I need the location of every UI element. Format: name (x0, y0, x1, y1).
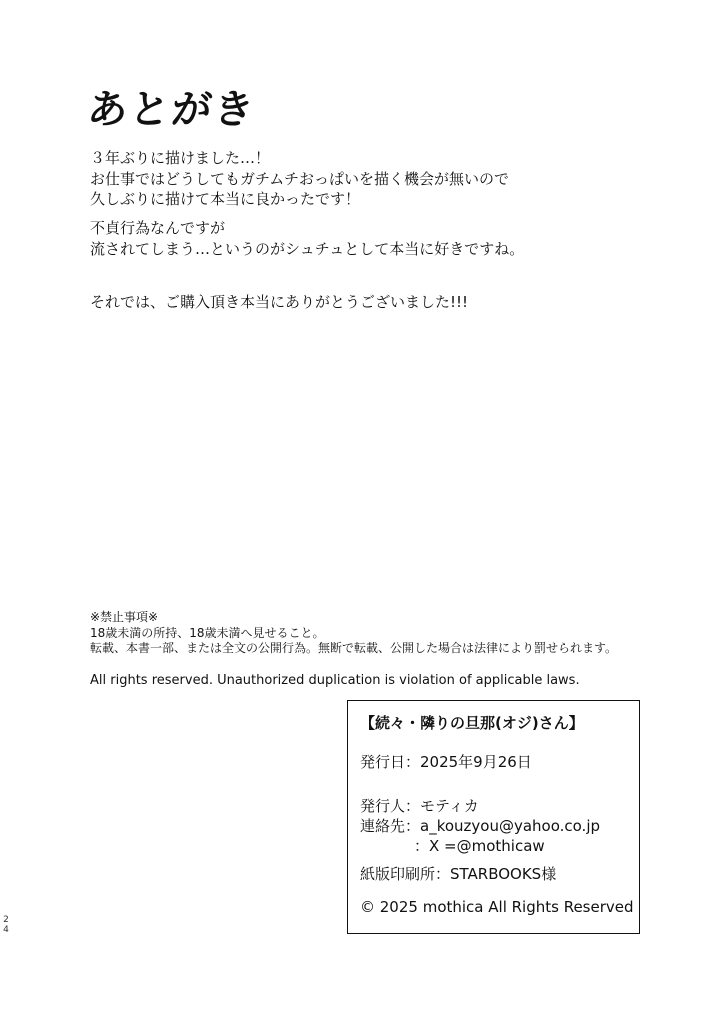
text-line: それでは、ご購入頂き本当にありがとうございました!!! (90, 293, 469, 311)
page-digit: 4 (3, 925, 9, 935)
afterword-paragraph-2 (90, 218, 524, 259)
book-title: 【続々・隣りの旦那(オジ)さん】 (360, 714, 584, 732)
notice-line: 転載、本書一部、または全文の公開行為。無断で転載、公開した場合は法律により罰せられます。 (90, 641, 618, 655)
page-digit: 2 (3, 915, 9, 925)
afterword-paragraph-3 (90, 292, 468, 313)
contact-email: 連絡先：a_kouzyou@yahoo.co.jp (360, 817, 601, 835)
text-line: お仕事ではどうしてもガチムチおっぱいを描く機会が無いので (90, 169, 509, 188)
copyright: © 2025 mothica All Rights Reserved (360, 898, 634, 916)
afterword-heading: あとがき (85, 86, 259, 133)
text-line: 流されてしまう…というのがシュチュとして本当に好きですね。 (90, 239, 525, 258)
publish-date: 発行日：2025年9月26日 (360, 753, 532, 771)
notice-line: 18歳未満の所持、18歳未満へ見せること。 (90, 625, 325, 640)
text-line: ３年ぶりに描けました…！ (90, 149, 271, 167)
rights-statement: All rights reserved. Unauthorized duplication is violation of applicable laws. (90, 673, 580, 688)
contact-x: ：X =@mothicaw (414, 837, 545, 855)
text-line: 久しぶりに描けて本当に良かったです！ (90, 190, 361, 208)
publisher: 発行人：モティカ (360, 797, 479, 815)
afterword-paragraph-1 (90, 148, 509, 210)
prohibited-notice (90, 610, 617, 657)
page-number (2, 915, 10, 935)
notice-title: ※禁止事項※ (90, 610, 159, 624)
text-line: 不貞行為なんですが (90, 219, 226, 237)
printer: 紙版印刷所：STARBOOKS様 (360, 865, 557, 883)
colophon-box (347, 700, 640, 934)
